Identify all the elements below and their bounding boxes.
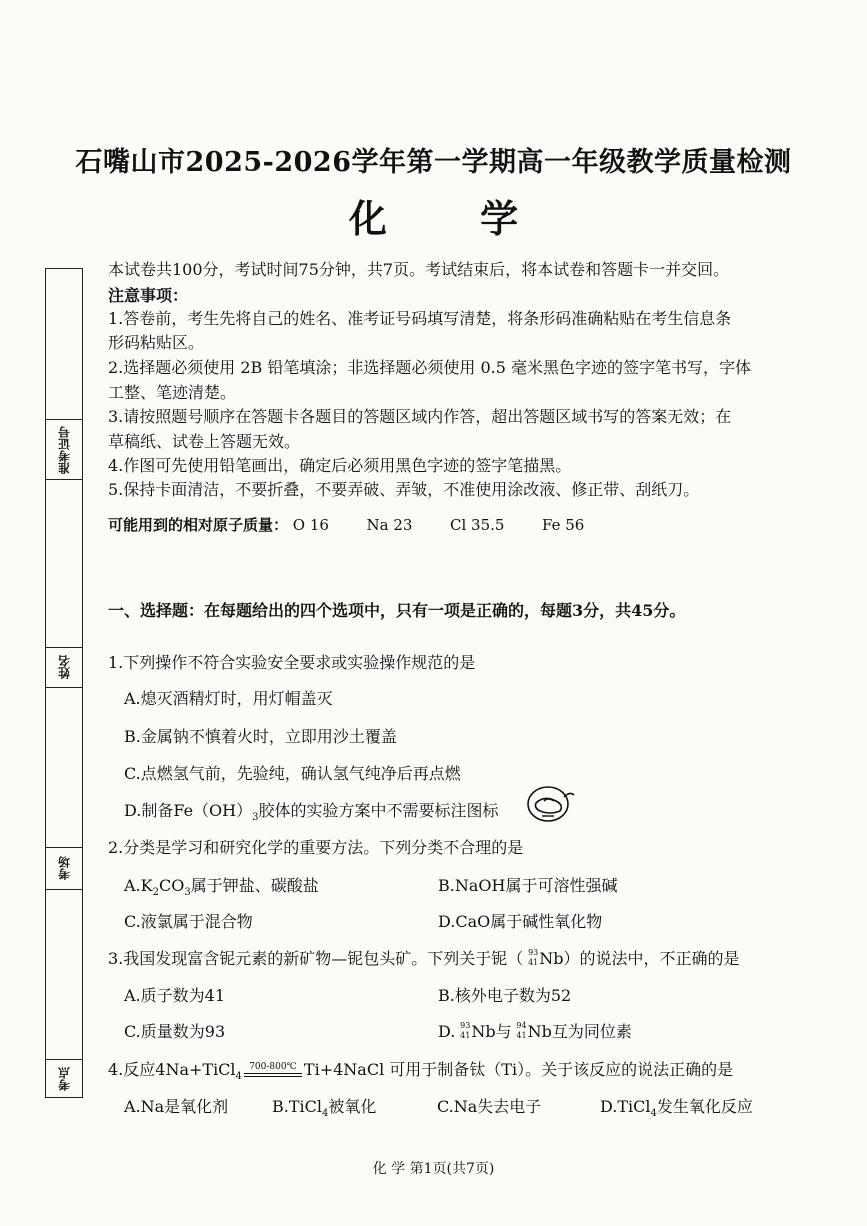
notice-item: 草稿纸、试卷上答题无效。 [108,432,301,451]
intro-line: 本试卷共100分，考试时间75分钟，共7页。考试结束后，将本试卷和答题卡一并交回。 [108,260,730,279]
page-footer: 化 学 第1页(共7页) [372,1161,495,1177]
strip-label-exam-number: 准考证号 [57,426,72,474]
q3-option-a: A.质子数为41 [124,986,226,1005]
q4-b-post: 被氧化 [328,1097,377,1116]
strip-label-exam-room: 考场 [57,856,72,880]
q3-stem-pre: 3.我国发现富含铌元素的新矿物—铌包头矿。下列关于铌（ [108,949,524,968]
atomic-masses-row [108,514,584,535]
q3-d-pre: D. [438,1022,456,1041]
atomic-mass-na: Na 23 [366,516,413,534]
q2-stem: 2.分类是学习和研究化学的重要方法。下列分类不合理的是 [108,838,524,857]
q3-option-d [438,1019,632,1042]
notice-item: 1.答卷前，考生先将自己的姓名、准考证号码填写清楚，将条形码准确粘贴在考生信息条 [108,309,732,328]
atomic-mass-o: O 16 [292,516,329,534]
equals-sign [244,1073,302,1077]
q1-d-pre: D.制备Fe（OH） [124,801,253,820]
exam-title: 石嘴山市2025-2026学年第一学期高一年级教学质量检测 [75,147,792,178]
binding-strip [45,268,83,1098]
q4-option-b [272,1094,376,1119]
atomic-mass-fe: Fe 56 [542,516,585,534]
q1-stem: 1.下列操作不符合实验安全要求或实验操作规范的是 [108,653,476,672]
reaction-condition [244,1062,302,1077]
q2-a-mid: CO [158,876,185,895]
notice-item: 2.选择题必须使用 2B 铅笔填涂；非选择题必须使用 0.5 毫米黑色字迹的签字笔书写，字体 [108,358,751,377]
q2-option-c: C.液氯属于混合物 [124,912,253,931]
q3-stem-post: ）的说法中，不正确的是 [563,949,740,968]
q2-a-sub2: 3 [184,887,191,899]
section-heading: 一、选择题：在每题给出的四个选项中，只有一项是正确的，每题3分，共45分。 [108,601,686,620]
q4-d-pre: D.TiCl [600,1097,651,1116]
atomic-masses-label: 可能用到的相对原子质量： [108,516,289,534]
q3-d-iso1 [455,1023,471,1039]
strip-label-name: 姓名 [57,655,72,679]
q1-option-a: A.熄灭酒精灯时，用灯帽盖灭 [124,689,333,708]
notice-item: 4.作图可先使用铅笔画出，确定后必须用黑色字迹的签字笔描黑。 [108,456,572,475]
q4-stem-sub: 4 [235,1071,242,1083]
notice-title: 注意事项： [108,286,189,305]
hot-surface-icon [526,783,576,823]
q3-iso-symbol: Nb [539,949,564,968]
q1-d-post: 胶体的实验方案中不需要标注图标 [258,801,499,820]
q4-d-sub: 4 [650,1108,657,1120]
strip-label-exam-site: 考点 [57,1067,72,1091]
q3-isotope-label [523,950,539,966]
q3-stem [108,946,740,969]
q4-b-pre: B.TiCl [272,1097,322,1116]
q3-d-mid: Nb与 [471,1022,512,1041]
q2-option-a [124,873,319,898]
q3-iso-mass: 93 [528,948,539,957]
q1-option-d [124,798,499,823]
q2-option-b: B.NaOH属于可溶性强碱 [438,876,618,895]
notice-item: 工整、笔迹清楚。 [108,383,237,402]
q4-option-c: C.Na失去电子 [437,1097,542,1116]
q2-option-d: D.CaO属于碱性氧化物 [438,912,603,931]
q3-option-b: B.核外电子数为52 [438,986,572,1005]
notice-item: 形码粘贴区。 [108,333,205,352]
q2-a-pre: A.K [124,876,153,895]
subject-title: 化 学 [348,196,559,241]
q1-option-c: C.点燃氢气前，先验纯，确认氢气纯净后再点燃 [124,764,461,783]
notice-item: 5.保持卡面清洁，不要折叠，不要弄破、弄皱，不准使用涂改液、修正带、刮纸刀。 [108,480,700,499]
q3-option-c: C.质量数为93 [124,1022,226,1041]
q4-d-post: 发生氧化反应 [656,1097,753,1116]
q2-a-sub1: 2 [152,887,159,899]
q3-d-n2: 41 [516,1031,527,1040]
q1-d-sub: 3 [252,812,259,824]
q3-d-post: Nb互为同位素 [527,1022,632,1041]
q4-option-d [600,1094,753,1119]
q3-iso-num: 41 [528,958,539,967]
q4-stem [108,1057,733,1082]
q4-stem-pre: 4.反应4Na+TiCl [108,1060,236,1079]
atomic-mass-cl: Cl 35.5 [450,516,505,534]
reaction-condition-text: 700-800℃ [249,1062,297,1072]
q2-a-post: 属于钾盐、碳酸盐 [190,876,319,895]
notice-item: 3.请按照题号顺序在答题卡各题目的答题区域内作答，超出答题区域书写的答案无效；在 [108,407,732,426]
q1-option-b: B.金属钠不慎着火时，立即用沙土覆盖 [124,727,397,746]
q3-d-m1: 93 [460,1021,471,1030]
q3-d-n1: 41 [460,1031,471,1040]
q4-b-sub: 4 [322,1108,329,1120]
q4-option-a: A.Na是氧化剂 [124,1097,229,1116]
q3-d-m2: 94 [516,1021,527,1030]
q4-stem-post: Ti+4NaCl 可用于制备钛（Ti）。关于该反应的说法正确的是 [303,1060,734,1079]
q3-d-iso2 [512,1023,528,1039]
